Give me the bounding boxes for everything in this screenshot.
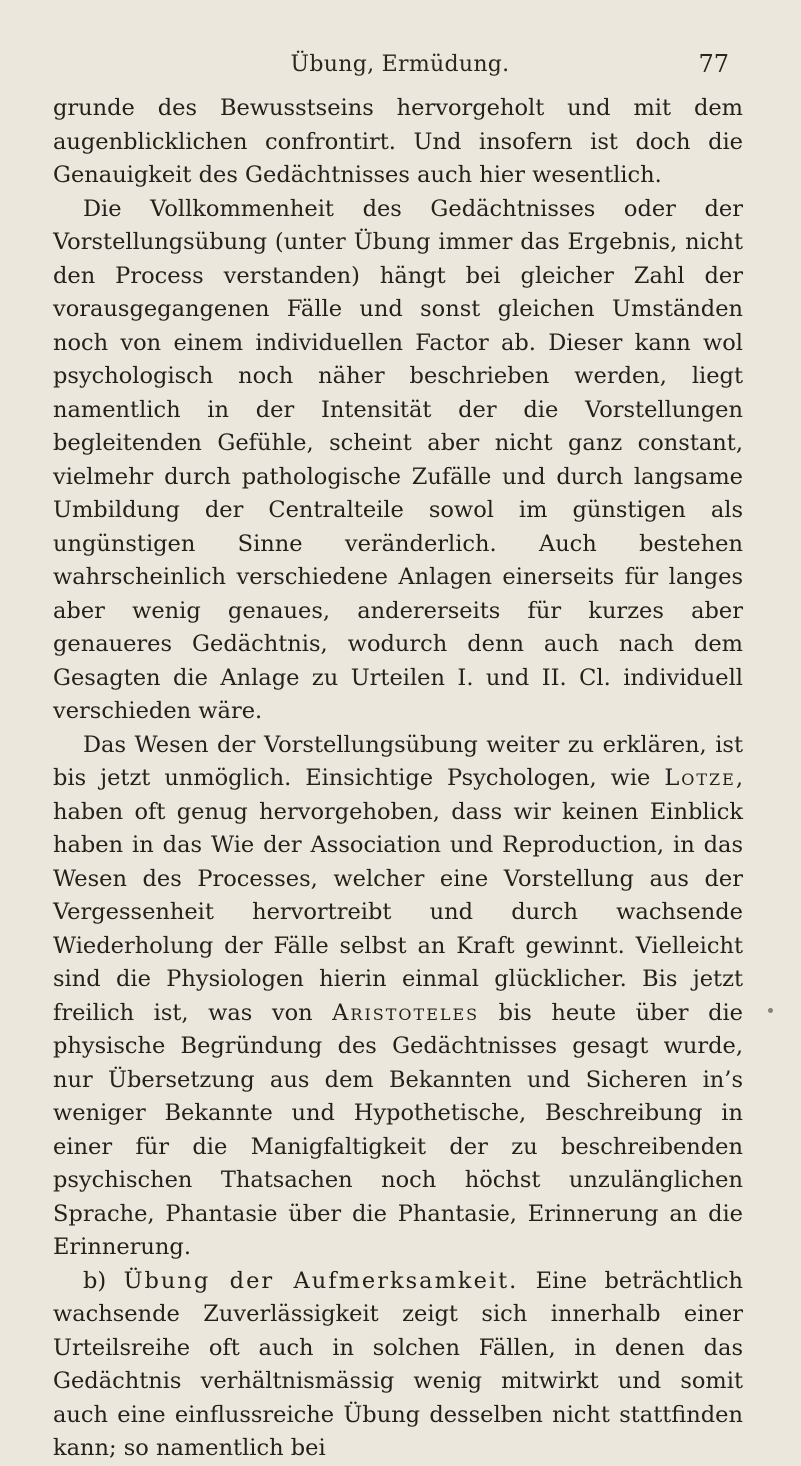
paragraph-memory-perfection: Die Vollkommenheit des Gedächtnisses oder der Vorstellungsübung (unter Übung immer das Ergebnis, nicht den Process verstanden) hängt bei gleicher Zahl der vorausgegangenen Fälle und sonst gleichen Umständen noch von einem individuellen Factor ab. Dieser kann wol psychologisch noch näher beschrieben werden, liegt namentlich in der Intensität der die Vorstellungen begleitenden Gefühle, scheint aber nicht ganz constant, vielmehr durch pathologische Zufälle und durch langsame Umbildung der Centralteile sowol im günstigen als ungünstigen Sinne veränderlich. Auch bestehen wahrscheinlich verschiedene Anlagen einerseits für langes aber wenig genaues, andererseits für kurzes aber genaueres Gedächtnis, wodurch denn auch nach dem Gesagten die Anlage zu Urteilen I. und II. Cl. individuell verschieden wäre. bbox=[53, 195, 743, 724]
paragraph-nature-of-practice bbox=[53, 729, 743, 1265]
paragraph-text: bis heute über die physische Begründung des Gedächtnisses gesagt wurde, nur Übersetzung aus dem Bekannten und Sicheren in’s weniger Bekannte und Hypothetische, Beschreibung in einer für die Manigfaltigkeit der zu beschreibenden psychischen Thatsachen noch höchst unzulänglichen Sprache, Phantasie über die Phantasie, Erinnerung an die Erinnerung. bbox=[53, 999, 743, 1260]
margin-dot bbox=[768, 1008, 773, 1013]
author-name-lotze: Lotze bbox=[664, 765, 736, 791]
paragraph-continuation: grunde des Bewusstseins hervorgeholt und mit dem augenblicklichen confrontirt. Und insofern ist doch die Genauigkeit des Gedächtnisses auch hier wesentlich. bbox=[53, 95, 743, 188]
running-header: Übung, Ermüdung. bbox=[290, 52, 510, 77]
paragraph-text: , haben oft genug hervorgehoben, dass wir keinen Einblick haben in das Wie der Association und Reproduction, in das Wesen des Processes, welcher eine Vorstellung aus der Vergessenheit hervortreibt und durch wachsende Wiederholung der Fälle selbst an Kraft gewinnt. Vielleicht sind die Physiologen hierin einmal glücklicher. Bis jetzt freilich ist, was von bbox=[53, 765, 743, 1026]
section-label: b) bbox=[83, 1267, 124, 1294]
paragraph-text: Eine beträchtlich wachsende Zuverlässigkeit zeigt sich innerhalb einer Urteilsreihe oft auch in solchen Fällen, in denen das Gedächtnis verhältnismässig wenig mitwirkt und somit auch eine einflussreiche Übung desselben nicht stattfinden kann; so namentlich bei bbox=[53, 1267, 743, 1461]
section-heading: Übung der Aufmerksamkeit. bbox=[123, 1267, 519, 1294]
body-text bbox=[53, 92, 743, 1466]
author-name-aristoteles: Aristoteles bbox=[332, 999, 480, 1026]
page-number: 77 bbox=[698, 50, 729, 78]
paragraph-attention-practice bbox=[53, 1265, 743, 1466]
paragraph-text: Das Wesen der Vorstellungsübung weiter zu erklären, ist bis jetzt unmöglich. Einsichtige Psychologen, wie bbox=[53, 731, 743, 791]
